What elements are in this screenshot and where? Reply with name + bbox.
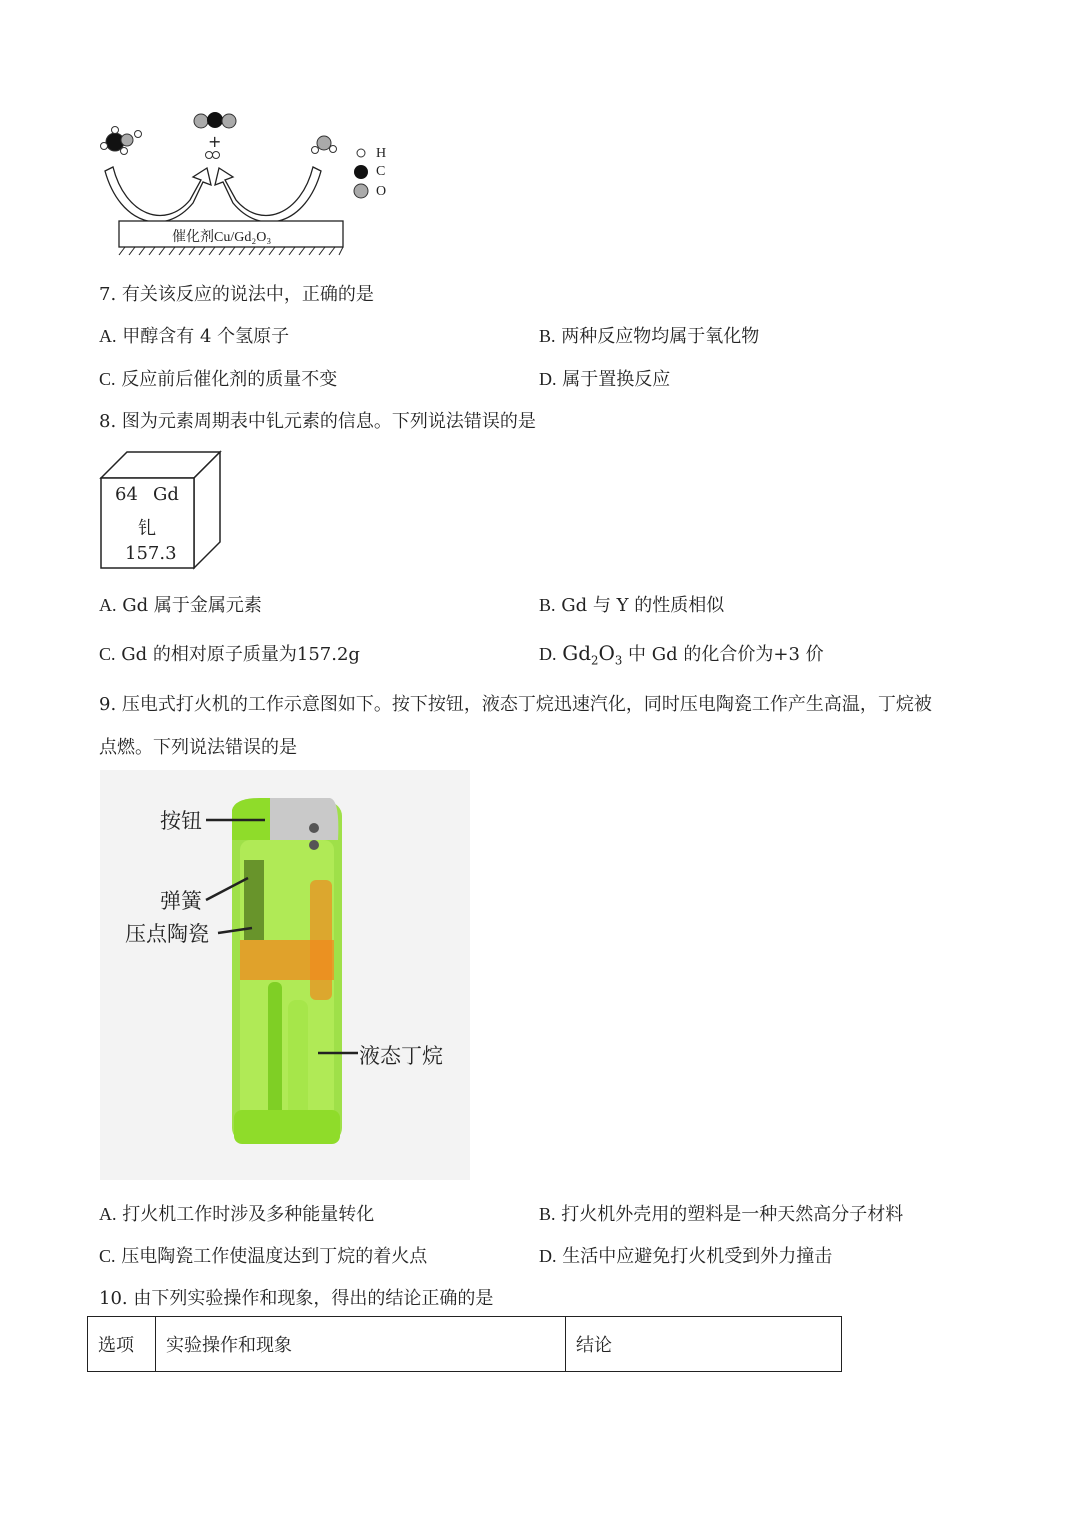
q9-option-b: [539, 1200, 903, 1226]
carbon-dioxide-molecule-icon: [194, 112, 236, 128]
formula-sub-3: 3: [614, 653, 623, 668]
option-text: Gd 的相对原子质量为157.2g: [121, 644, 360, 665]
element-name: 钆: [138, 518, 156, 539]
option-text: Gd 属于金属元素: [122, 595, 262, 616]
methanol-molecule-icon: [101, 127, 142, 155]
option-text: 压电陶瓷工作使温度达到丁烷的着火点: [121, 1246, 428, 1267]
option-letter: C.: [99, 1246, 116, 1266]
legend-c: C: [376, 164, 386, 179]
label-button: 按钮: [160, 809, 202, 833]
header-conclusion: 结论: [566, 1317, 842, 1372]
element-symbol: Gd: [153, 484, 179, 505]
formula-o: O: [598, 641, 615, 665]
option-text: 反应前后催化剂的质量不变: [121, 369, 338, 390]
label-butane: 液态丁烷: [359, 1044, 443, 1068]
catalyst-label: 催化剂Cu/Gd₂O₃: [172, 230, 272, 245]
q8-option-a: [99, 591, 262, 617]
option-text: 打火机外壳用的塑料是一种天然高分子材料: [561, 1204, 904, 1225]
option-letter: C.: [99, 644, 116, 664]
option-letter: A.: [99, 326, 117, 346]
option-letter: D.: [539, 644, 557, 664]
lighter-illustration: [100, 770, 470, 1180]
formula-sub-2: 2: [591, 653, 599, 668]
option-text: 打火机工作时涉及多种能量转化: [122, 1204, 375, 1225]
option-text: Gd 与 Y 的性质相似: [561, 595, 725, 616]
q7-option-a: [99, 322, 289, 348]
q8-stem: 8. 图为元素周期表中钆元素的信息。下列说法错误的是: [99, 411, 536, 432]
header-operation: 实验操作和现象: [156, 1317, 566, 1372]
element-mass: 157.3: [125, 543, 177, 564]
q7-stem: 7. 有关该反应的说法中，正确的是: [99, 284, 374, 305]
q7-option-c: [99, 365, 337, 391]
option-letter: A.: [99, 595, 117, 615]
atom-legend: [354, 149, 368, 198]
reaction-arrows-icon: [105, 167, 321, 222]
option-letter: B.: [539, 326, 556, 346]
plus-sign: +: [208, 132, 222, 151]
q8-option-d: [539, 640, 824, 668]
table-header-row: [88, 1317, 842, 1372]
q9-option-d: [539, 1242, 832, 1268]
q8-option-c: [99, 640, 360, 666]
option-letter: D.: [539, 1246, 557, 1266]
option-text: 中 Gd 的化合价为+3 价: [622, 644, 824, 665]
option-letter: A.: [99, 1204, 117, 1224]
element-number: 64: [115, 484, 138, 505]
q9-stem-line1: 9. 压电式打火机的工作示意图如下。按下按钮，液态丁烷迅速汽化，同时压电陶瓷工作产生高温，丁烷被: [99, 694, 932, 715]
hydrogen-molecule-icon: [206, 152, 220, 159]
option-letter: D.: [539, 369, 557, 389]
option-text: 两种反应物均属于氧化物: [561, 326, 760, 347]
option-letter: B.: [539, 1204, 556, 1224]
header-option: 选项: [88, 1317, 156, 1372]
experiment-table: [87, 1316, 842, 1372]
q9-stem-line2: 点燃。下列说法错误的是: [99, 737, 297, 758]
option-text: 属于置换反应: [562, 369, 671, 390]
option-letter: B.: [539, 595, 556, 615]
q9-option-a: [99, 1200, 374, 1226]
water-molecule-icon: [312, 136, 337, 154]
option-text: 生活中应避免打火机受到外力撞击: [562, 1246, 833, 1267]
option-text: 甲醇含有 4 个氢原子: [122, 326, 290, 347]
ground-hatching: [119, 247, 343, 255]
label-ceramic: 压点陶瓷: [125, 922, 209, 946]
label-spring: 弹簧: [160, 889, 202, 913]
legend-o: O: [376, 184, 387, 199]
q8-option-b: [539, 591, 724, 617]
formula-gd: Gd: [562, 641, 592, 665]
option-letter: C.: [99, 369, 116, 389]
legend-h: H: [376, 146, 387, 161]
q9-option-c: [99, 1242, 427, 1268]
q7-option-b: [539, 322, 759, 348]
q10-stem: 10. 由下列实验操作和现象，得出的结论正确的是: [99, 1288, 494, 1309]
q7-option-d: [539, 365, 670, 391]
